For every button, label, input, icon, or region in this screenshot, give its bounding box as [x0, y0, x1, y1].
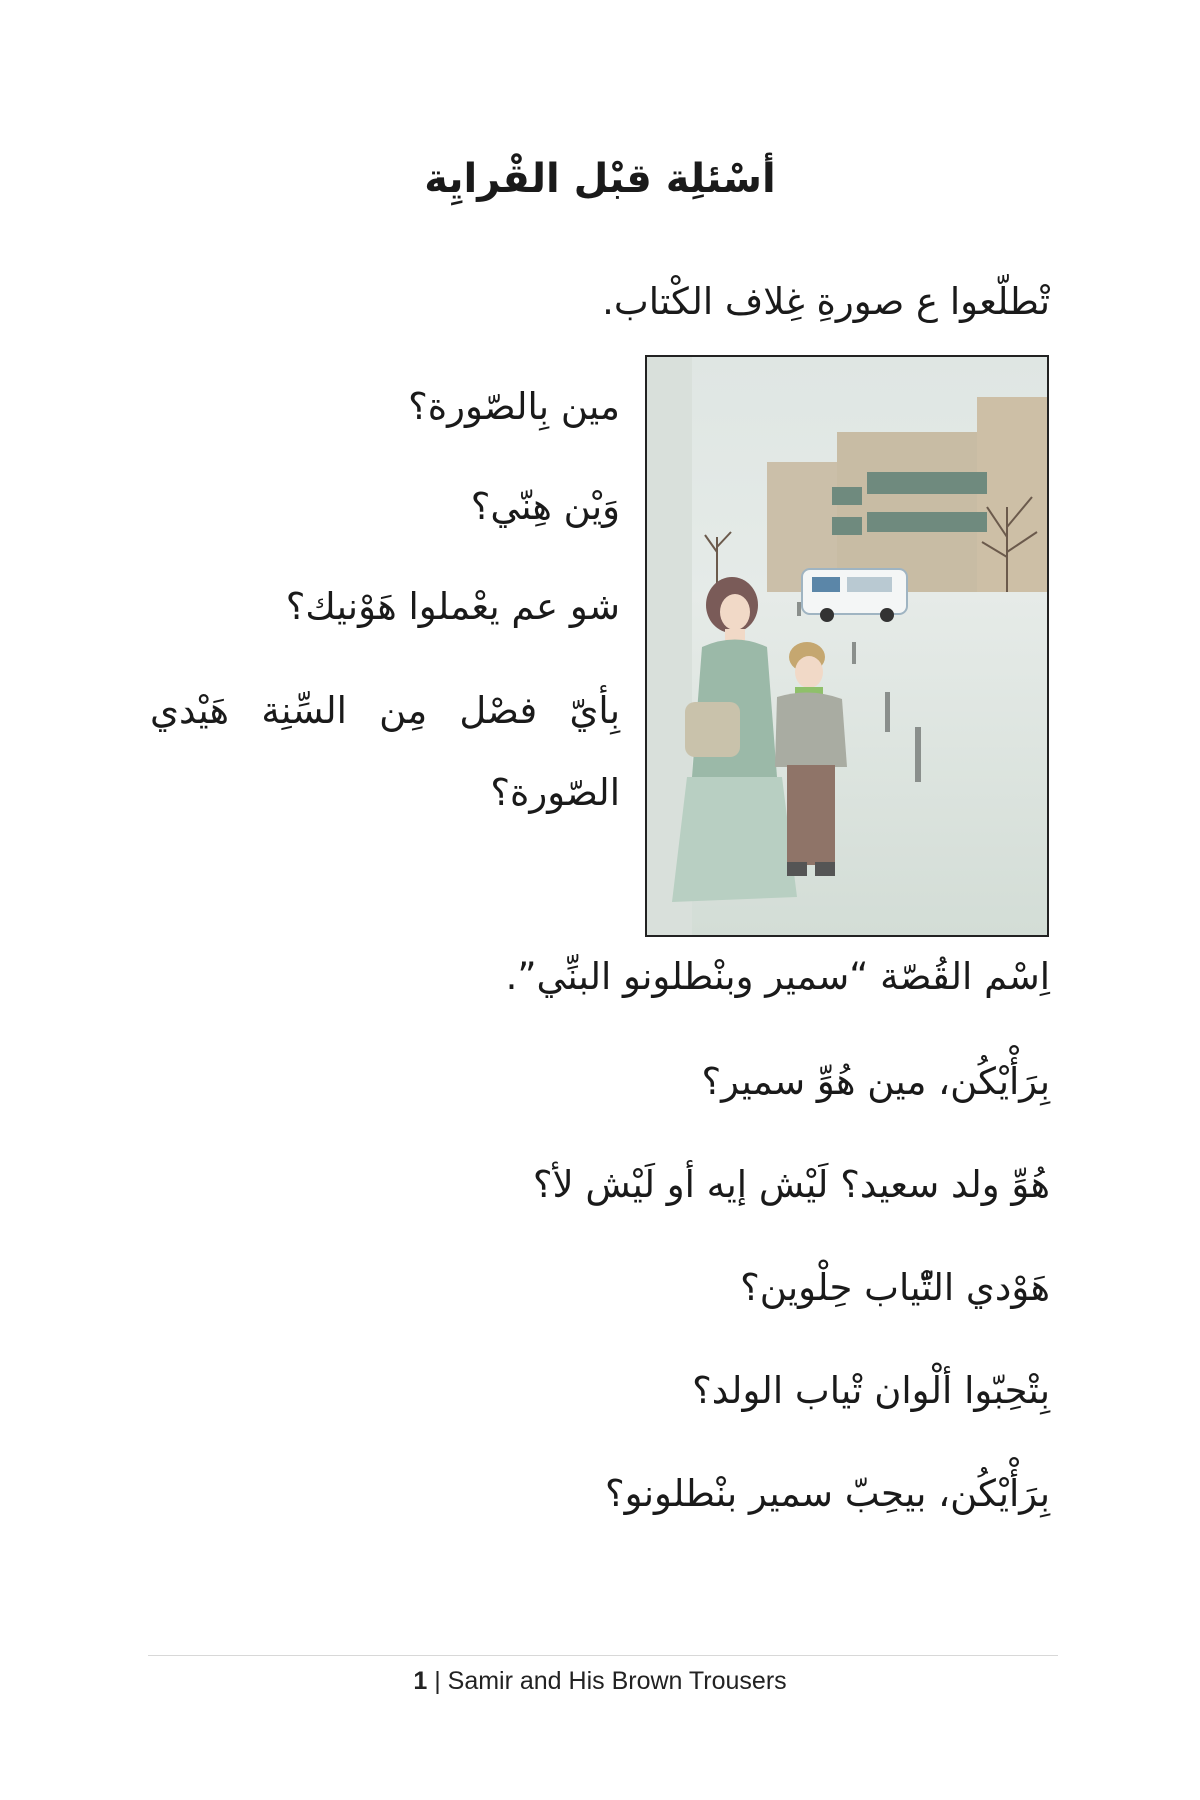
- story-question-1: بِرَأْيْكُن، مين هُوِّ سمير؟: [701, 1060, 1050, 1103]
- page-footer: [0, 1667, 1200, 1696]
- cover-question-3: شو عم يعْملوا هَوْنيك؟: [285, 585, 620, 628]
- cover-question-4: بِأيّ فصْل مِن السِّنِة هَيْدي الصّورة؟: [150, 689, 620, 814]
- footer-separator: |: [434, 1667, 441, 1695]
- story-question-2: هُوِّ ولد سعيد؟ لَيْش إيه أو لَيْش لأ؟: [532, 1163, 1050, 1206]
- cover-question-2: وَيْن هِنّي؟: [470, 485, 620, 528]
- book-title: Samir and His Brown Trousers: [447, 1667, 787, 1695]
- book-cover-illustration: [645, 355, 1049, 937]
- story-question-3: هَوْدي التّْياب حِلْوين؟: [740, 1266, 1050, 1309]
- story-question-4: بِتْحِبّوا ألْوان تْياب الولد؟: [692, 1369, 1050, 1412]
- story-name-line: اِسْم القُصّة “سمير وبنْطلونو البنِّي”.: [505, 955, 1050, 998]
- story-question-5: بِرَأْيْكُن، بيحِبّ سمير بنْطلونو؟: [605, 1472, 1050, 1515]
- page-number: 1: [413, 1667, 428, 1695]
- intro-instruction: تْطلّعوا ع صورةِ غِلاف الكْتاب.: [602, 280, 1050, 323]
- cover-question-1: مين بِالصّورة؟: [408, 385, 620, 428]
- footer-divider: [148, 1655, 1058, 1656]
- page-title: أسْئلِة قبْل القْرايِة: [424, 156, 776, 202]
